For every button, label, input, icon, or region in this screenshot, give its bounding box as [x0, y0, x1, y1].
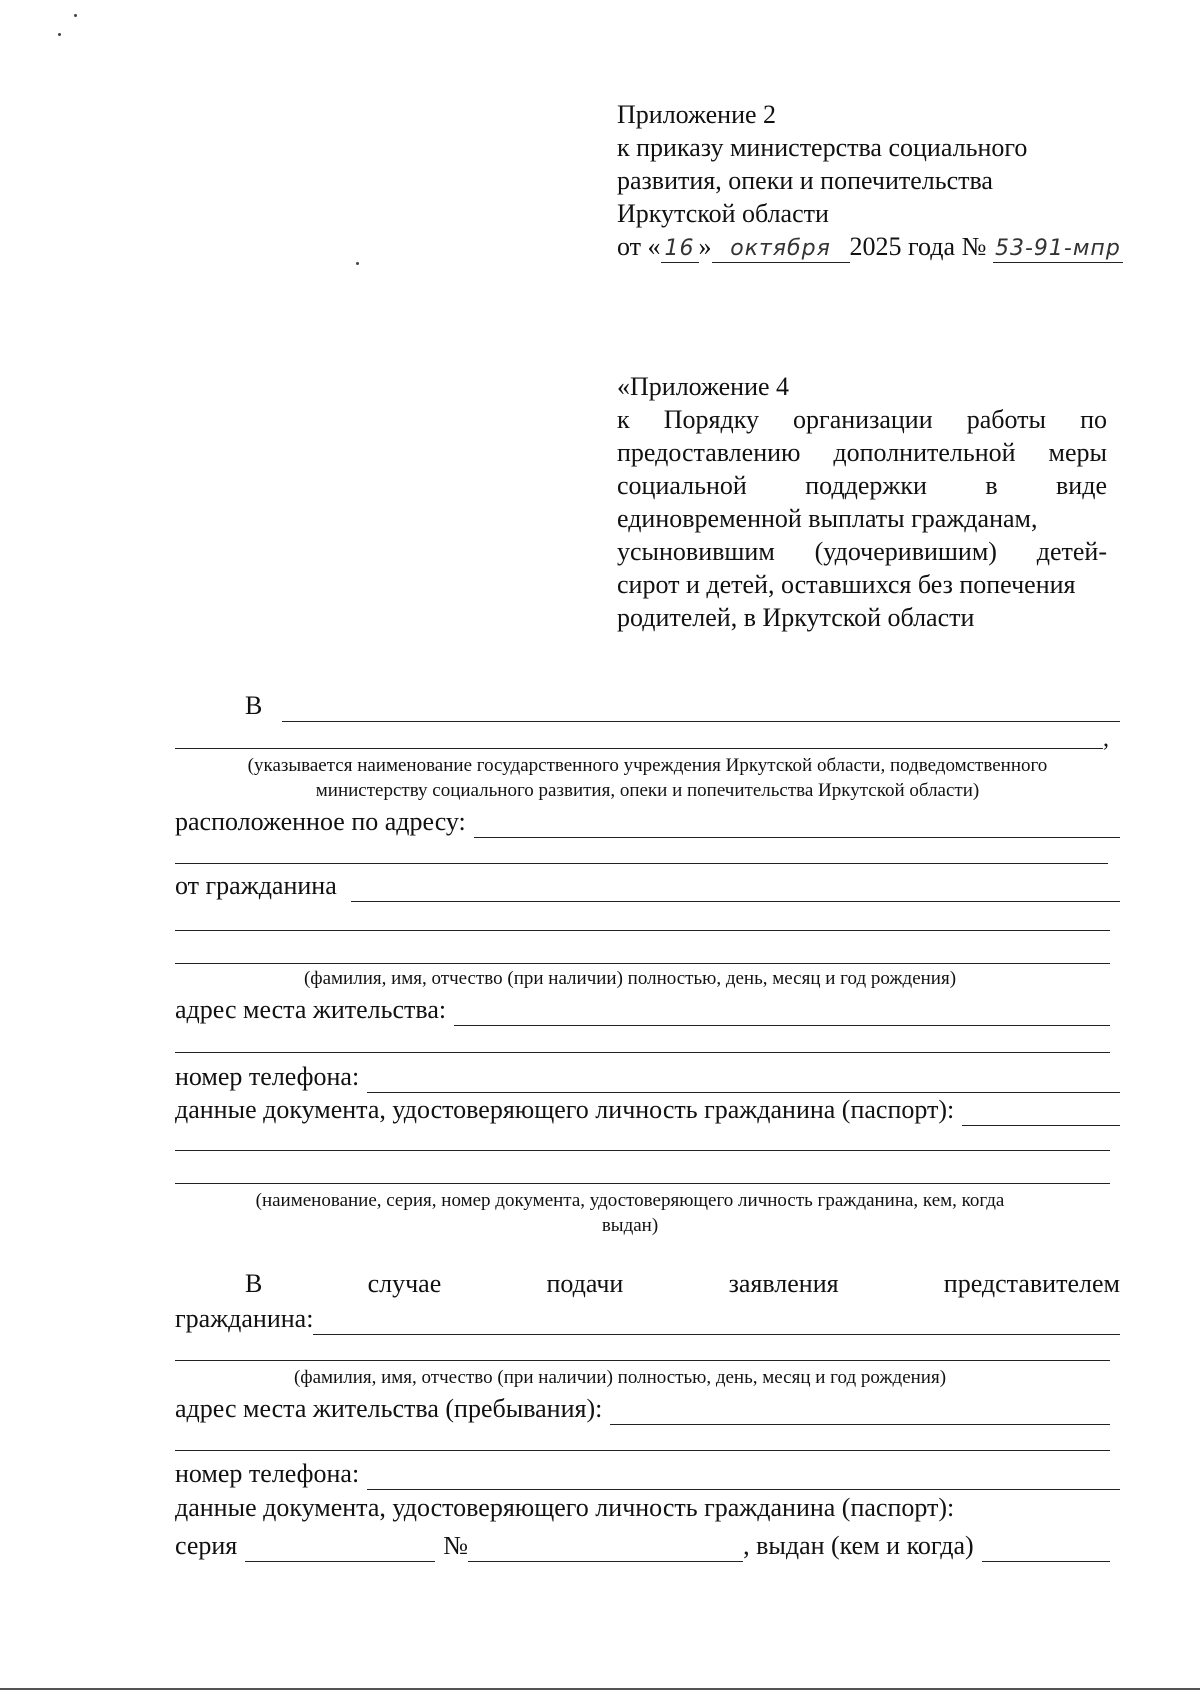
appendix-header — [617, 98, 1121, 263]
citizen-field-line2[interactable] — [175, 930, 1110, 931]
to-label: В — [245, 691, 263, 720]
rep-phone-field[interactable] — [367, 1465, 1120, 1490]
issued-label: , выдан (кем и когда) — [743, 1531, 974, 1560]
from-citizen-label: от гражданина — [175, 871, 337, 900]
recipient-field-line2[interactable] — [175, 748, 1103, 749]
representative-row — [175, 1303, 1120, 1335]
comma: , — [1103, 726, 1109, 752]
phone-row — [175, 1061, 1120, 1093]
header-line: развития, опеки и попечительства — [617, 166, 993, 195]
scan-speck — [356, 262, 359, 265]
rep-fio-caption: (фамилия, имя, отчество (при наличии) полностью, день, месяц и год рождения) — [293, 1367, 947, 1388]
order-year: 2025 года № — [849, 232, 987, 261]
address-row — [175, 806, 1120, 838]
id-doc-field-line3[interactable] — [175, 1183, 1110, 1184]
recipient-row — [245, 690, 1120, 722]
rep-residence-row — [175, 1393, 1110, 1425]
citizen-row — [175, 870, 1120, 902]
rep-residence-field-line2[interactable] — [175, 1450, 1110, 1451]
id-doc-label: данные документа, удостоверяющего личность гражданина (паспорт): — [175, 1095, 955, 1124]
address-label: расположенное по адресу: — [175, 807, 466, 836]
residence-row — [175, 994, 1110, 1026]
header-line: к приказу министерства социального — [617, 133, 1028, 162]
residence-field[interactable] — [454, 1001, 1110, 1026]
id-doc-caption: (наименование, серия, номер документа, удостоверяющего личность гражданина, кем, когда выдан) — [255, 1190, 1005, 1236]
citizen-field[interactable] — [351, 877, 1120, 902]
phone-label: номер телефона: — [175, 1062, 360, 1091]
institution-caption: (указывается наименование государственного учреждения Иркутской области, подведомственного министерству социального развития, опеки и попечительства Иркутской области) — [247, 755, 1048, 801]
representative-intro: В случае подачи заявления представителем — [245, 1269, 1120, 1298]
representative-label: гражданина: — [175, 1304, 314, 1333]
scan-speck — [74, 14, 77, 17]
annex-line: сирот и детей, оставшихся без попечения — [617, 570, 1076, 599]
annex-title: «Приложение 4 — [617, 372, 790, 401]
series-field[interactable] — [245, 1537, 435, 1562]
order-number: 53-91-мпр — [993, 236, 1123, 263]
passport-details-row — [175, 1530, 1110, 1562]
address-field-line2[interactable] — [175, 863, 1108, 864]
page-bottom-edge — [0, 1688, 1200, 1690]
representative-field[interactable] — [313, 1310, 1120, 1335]
annex-line: к Порядку организации работы по — [617, 405, 1107, 434]
annex-line: усыновившим (удочеривишим) детей- — [617, 537, 1107, 566]
rep-phone-row — [175, 1458, 1120, 1490]
order-day: 16 — [661, 236, 699, 263]
header-line: Иркутской области — [617, 199, 829, 228]
annex-line: родителей, в Иркутской области — [617, 603, 975, 632]
order-month: октября — [712, 236, 850, 263]
rep-id-doc-label: данные документа, удостоверяющего личность гражданина (паспорт): — [175, 1493, 955, 1522]
rep-residence-field[interactable] — [610, 1400, 1110, 1425]
citizen-field-line3[interactable] — [175, 963, 1110, 964]
header-line: Приложение 2 — [617, 100, 777, 129]
address-field[interactable] — [474, 813, 1120, 838]
representative-field-line2[interactable] — [175, 1360, 1110, 1361]
annex-line: предоставлению дополнительной меры — [617, 438, 1107, 467]
number-field[interactable] — [468, 1537, 743, 1562]
rep-phone-label: номер телефона: — [175, 1459, 360, 1488]
series-label: серия — [175, 1531, 238, 1560]
recipient-field[interactable] — [282, 697, 1120, 722]
id-doc-field-line2[interactable] — [175, 1150, 1110, 1151]
rep-residence-label: адрес места жительства (пребывания): — [175, 1394, 603, 1423]
rep-id-doc-row — [175, 1492, 1120, 1524]
number-label: № — [443, 1531, 469, 1560]
id-doc-row — [175, 1094, 1120, 1126]
residence-field-line2[interactable] — [175, 1052, 1110, 1053]
fio-caption: (фамилия, имя, отчество (при наличии) полностью, день, месяц и год рождения) — [303, 968, 957, 989]
annex-line: единовременной выплаты гражданам, — [617, 504, 1038, 533]
residence-label: адрес места жительства: — [175, 995, 447, 1024]
order-date-line: от « 16 » октября 2025 года № 53-91-мпр — [617, 230, 1117, 263]
phone-field[interactable] — [367, 1068, 1120, 1093]
annex-header — [617, 370, 1107, 634]
issued-field[interactable] — [982, 1537, 1110, 1562]
id-doc-field[interactable] — [962, 1101, 1120, 1126]
annex-line: социальной поддержки в виде — [617, 471, 1107, 500]
scan-speck — [58, 33, 61, 36]
